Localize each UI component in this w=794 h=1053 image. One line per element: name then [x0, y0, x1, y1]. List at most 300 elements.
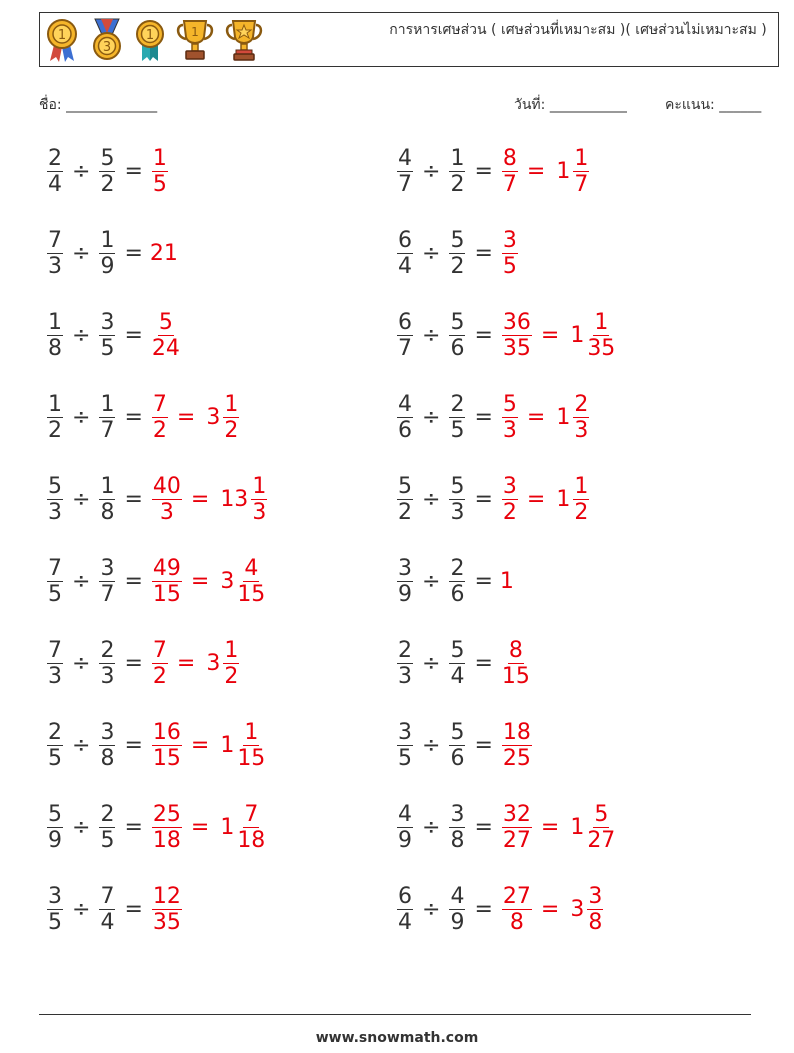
divisor-fraction-numerator: 3: [100, 309, 115, 335]
divisor-fraction-numerator: 1: [100, 227, 115, 253]
answer-fraction-numerator: 8: [508, 637, 523, 663]
mixed-fraction: [587, 884, 603, 935]
problem-17: [45, 797, 267, 857]
mixed-fraction-denominator: 15: [237, 581, 266, 607]
divisor-fraction-denominator: 9: [100, 253, 115, 279]
problem-9: [45, 469, 269, 529]
divide-sign: ÷: [72, 486, 91, 512]
divide-sign: ÷: [422, 732, 441, 758]
date-field: วันที่: ___________: [514, 97, 627, 113]
divisor-fraction: [449, 228, 465, 279]
dividend-fraction: [397, 720, 413, 771]
mixed-whole: 1: [570, 814, 585, 840]
divisor-fraction-denominator: 5: [100, 335, 115, 361]
answer-fraction-numerator: 12: [152, 883, 181, 909]
mixed-whole: 1: [570, 322, 585, 348]
answer-fraction: [152, 146, 168, 197]
mixed-fraction: [573, 474, 589, 525]
dividend-fraction-denominator: 4: [48, 171, 62, 197]
divisor-fraction-numerator: 5: [450, 637, 465, 663]
answer-fraction: [152, 884, 182, 935]
divide-sign: ÷: [422, 896, 441, 922]
divisor-fraction-denominator: 2: [450, 253, 465, 279]
divisor-fraction-denominator: 8: [100, 745, 115, 771]
divisor-fraction-denominator: 4: [100, 909, 115, 935]
answer-fraction-numerator: 40: [152, 473, 181, 499]
answer-fraction-denominator: 2: [502, 499, 517, 525]
divisor-fraction: [99, 392, 115, 443]
answer-fraction-numerator: 5: [502, 391, 517, 417]
mixed-whole: 3: [206, 404, 221, 430]
divisor-fraction: [449, 556, 465, 607]
divisor-fraction-denominator: 7: [100, 417, 115, 443]
divisor-fraction-denominator: 5: [450, 417, 465, 443]
answer-fraction-numerator: 36: [502, 309, 531, 335]
mixed-whole: 13: [220, 486, 249, 512]
name-field: ชื่อ: _____________: [39, 97, 158, 113]
answer-fraction-denominator: 35: [152, 909, 181, 935]
divisor-fraction: [449, 802, 465, 853]
svg-text:1: 1: [57, 28, 67, 43]
mixed-fraction-numerator: 2: [574, 391, 589, 417]
divisor-fraction-numerator: 2: [450, 555, 465, 581]
answer-fraction-numerator: 18: [502, 719, 531, 745]
equals-sign-answer: =: [540, 322, 560, 348]
mixed-fraction-numerator: 3: [588, 883, 603, 909]
equals-sign: =: [474, 158, 493, 184]
dividend-fraction-denominator: 9: [398, 827, 412, 853]
divisor-fraction-numerator: 3: [100, 719, 115, 745]
divisor-fraction: [99, 638, 115, 689]
divisor-fraction-numerator: 1: [100, 473, 115, 499]
equals-sign: =: [124, 322, 143, 348]
problem-20: [395, 879, 605, 939]
answer-fraction-numerator: 32: [502, 801, 531, 827]
answer-fraction: [502, 720, 532, 771]
mixed-fraction-numerator: 5: [594, 801, 609, 827]
divide-sign: ÷: [422, 814, 441, 840]
dividend-fraction: [397, 884, 413, 935]
answer-fraction-denominator: 8: [509, 909, 524, 935]
mixed-fraction: [587, 310, 615, 361]
answer-fraction: [152, 392, 168, 443]
answer-fraction-denominator: 24: [151, 335, 180, 361]
equals-sign: =: [124, 240, 143, 266]
equals-sign: =: [474, 568, 493, 594]
dividend-fraction-denominator: 3: [398, 663, 412, 689]
answer-fraction: [502, 392, 518, 443]
mixed-fraction-denominator: 18: [237, 827, 266, 853]
dividend-fraction-numerator: 5: [398, 473, 412, 499]
dividend-fraction-denominator: 3: [48, 663, 62, 689]
equals-sign-answer: =: [526, 158, 546, 184]
equals-sign: =: [124, 896, 143, 922]
dividend-fraction-denominator: 2: [48, 417, 62, 443]
answer-fraction: [502, 884, 532, 935]
mixed-fraction-denominator: 15: [237, 745, 266, 771]
mixed-fraction-denominator: 2: [224, 417, 239, 443]
divisor-fraction-numerator: 5: [450, 473, 465, 499]
answer-fraction-numerator: 7: [152, 637, 167, 663]
problem-3: [45, 223, 178, 283]
divide-sign: ÷: [72, 158, 91, 184]
answer-fraction: [502, 638, 530, 689]
divisor-fraction: [449, 474, 465, 525]
answer-fraction-numerator: 49: [152, 555, 181, 581]
equals-sign: =: [124, 404, 143, 430]
svg-text:3: 3: [102, 40, 112, 55]
dividend-fraction-numerator: 4: [398, 801, 412, 827]
dividend-fraction-numerator: 6: [398, 227, 412, 253]
answer-fraction: [152, 474, 182, 525]
mixed-fraction: [237, 720, 265, 771]
problem-1: [45, 141, 170, 201]
divisor-fraction: [99, 146, 115, 197]
dividend-fraction-numerator: 6: [398, 883, 412, 909]
dividend-fraction-numerator: 4: [398, 145, 412, 171]
equals-sign: =: [124, 732, 143, 758]
dividend-fraction-denominator: 9: [48, 827, 62, 853]
dividend-fraction-numerator: 3: [48, 883, 62, 909]
dividend-fraction: [47, 720, 63, 771]
answer-fraction-numerator: 1: [152, 145, 167, 171]
equals-sign: =: [474, 486, 493, 512]
mixed-whole: 1: [220, 814, 235, 840]
divisor-fraction-numerator: 1: [450, 145, 465, 171]
answer-fraction-denominator: 7: [502, 171, 517, 197]
divisor-fraction-denominator: 4: [450, 663, 465, 689]
problem-8: [395, 387, 591, 447]
divisor-fraction: [99, 802, 115, 853]
dividend-fraction-numerator: 5: [48, 801, 62, 827]
dividend-fraction: [47, 146, 63, 197]
mixed-whole: 3: [220, 568, 235, 594]
dividend-fraction: [47, 802, 63, 853]
answer-fraction-numerator: 27: [502, 883, 531, 909]
equals-sign-answer: =: [526, 404, 546, 430]
dividend-fraction: [397, 146, 413, 197]
answer-fraction-denominator: 2: [152, 417, 167, 443]
equals-sign: =: [124, 568, 143, 594]
dividend-fraction-denominator: 5: [398, 745, 412, 771]
divisor-fraction-denominator: 3: [450, 499, 465, 525]
divisor-fraction-denominator: 2: [450, 171, 465, 197]
divide-sign: ÷: [72, 240, 91, 266]
divisor-fraction-denominator: 5: [100, 827, 115, 853]
dividend-fraction-numerator: 6: [398, 309, 412, 335]
divisor-fraction: [449, 392, 465, 443]
mixed-fraction: [237, 556, 265, 607]
divide-sign: ÷: [422, 650, 441, 676]
answer-fraction: [152, 638, 168, 689]
answer-fraction: [152, 310, 180, 361]
answer-fraction-numerator: 3: [502, 473, 517, 499]
equals-sign: =: [474, 240, 493, 266]
mixed-fraction: [237, 802, 265, 853]
svg-text:1: 1: [191, 25, 199, 39]
answer-fraction-denominator: 3: [502, 417, 517, 443]
divisor-fraction: [449, 146, 465, 197]
divisor-fraction-numerator: 2: [100, 637, 115, 663]
dividend-fraction-denominator: 3: [48, 499, 62, 525]
divisor-fraction: [449, 720, 465, 771]
equals-sign-answer: =: [526, 486, 546, 512]
answer-integer: 21: [149, 240, 178, 266]
equals-sign: =: [124, 650, 143, 676]
divisor-fraction-denominator: 8: [450, 827, 465, 853]
footer-url: www.snowmath.com: [315, 1030, 479, 1046]
dividend-fraction-numerator: 7: [48, 555, 62, 581]
mixed-whole: 3: [570, 896, 585, 922]
mixed-fraction-numerator: 1: [224, 391, 239, 417]
divide-sign: ÷: [72, 322, 91, 348]
dividend-fraction: [397, 310, 413, 361]
answer-fraction: [502, 474, 518, 525]
dividend-fraction-denominator: 4: [398, 909, 412, 935]
divisor-fraction: [449, 884, 465, 935]
answer-fraction-numerator: 5: [158, 309, 173, 335]
dividend-fraction-denominator: 8: [48, 335, 62, 361]
divisor-fraction-numerator: 2: [450, 391, 465, 417]
divisor-fraction: [449, 638, 465, 689]
divide-sign: ÷: [72, 732, 91, 758]
answer-fraction-denominator: 15: [152, 581, 181, 607]
divisor-fraction-denominator: 6: [450, 581, 465, 607]
mixed-fraction: [573, 146, 589, 197]
dividend-fraction-denominator: 5: [48, 745, 62, 771]
problem-11: [45, 551, 267, 611]
dividend-fraction: [47, 392, 63, 443]
problem-13: [45, 633, 241, 693]
dividend-fraction-denominator: 2: [398, 499, 412, 525]
divisor-fraction: [99, 474, 115, 525]
mixed-fraction-numerator: 7: [244, 801, 259, 827]
divisor-fraction-numerator: 5: [100, 145, 115, 171]
mixed-fraction-numerator: 4: [244, 555, 259, 581]
divisor-fraction: [99, 720, 115, 771]
equals-sign-answer: =: [540, 896, 560, 922]
divisor-fraction-numerator: 7: [100, 883, 115, 909]
dividend-fraction-numerator: 7: [48, 227, 62, 253]
answer-fraction: [502, 310, 532, 361]
answer-fraction-denominator: 27: [502, 827, 531, 853]
dividend-fraction: [47, 310, 63, 361]
problem-18: [395, 797, 617, 857]
divisor-fraction: [99, 228, 115, 279]
equals-sign-answer: =: [190, 814, 210, 840]
problem-15: [45, 715, 267, 775]
answer-fraction: [152, 802, 182, 853]
dividend-fraction: [397, 802, 413, 853]
problem-2: [395, 141, 591, 201]
mixed-fraction-denominator: 3: [574, 417, 589, 443]
divisor-fraction-denominator: 3: [100, 663, 115, 689]
divide-sign: ÷: [72, 650, 91, 676]
mixed-fraction: [587, 802, 615, 853]
mixed-whole: 1: [220, 732, 235, 758]
dividend-fraction: [47, 638, 63, 689]
footer-divider: [39, 1014, 751, 1015]
dividend-fraction-numerator: 2: [48, 719, 62, 745]
equals-sign: =: [474, 404, 493, 430]
problem-16: [395, 715, 534, 775]
mixed-fraction-denominator: 35: [587, 335, 616, 361]
equals-sign: =: [124, 814, 143, 840]
problem-14: [395, 633, 532, 693]
divide-sign: ÷: [422, 322, 441, 348]
mixed-fraction-denominator: 8: [588, 909, 603, 935]
mixed-whole: 1: [556, 404, 571, 430]
mixed-fraction-denominator: 7: [574, 171, 589, 197]
equals-sign: =: [474, 732, 493, 758]
divide-sign: ÷: [422, 158, 441, 184]
divide-sign: ÷: [72, 814, 91, 840]
mixed-fraction-numerator: 1: [244, 719, 259, 745]
answer-fraction-denominator: 5: [152, 171, 167, 197]
mixed-fraction-denominator: 2: [574, 499, 589, 525]
equals-sign: =: [474, 650, 493, 676]
dividend-fraction: [47, 556, 63, 607]
divisor-fraction-numerator: 4: [450, 883, 465, 909]
dividend-fraction-numerator: 7: [48, 637, 62, 663]
divide-sign: ÷: [422, 404, 441, 430]
score-field: คะแนน: ______: [665, 97, 762, 113]
problem-7: [45, 387, 241, 447]
dividend-fraction-denominator: 5: [48, 581, 62, 607]
answer-fraction-numerator: 25: [152, 801, 181, 827]
equals-sign: =: [474, 896, 493, 922]
mixed-whole: 3: [206, 650, 221, 676]
divisor-fraction-denominator: 8: [100, 499, 115, 525]
divisor-fraction-denominator: 2: [100, 171, 115, 197]
dividend-fraction-numerator: 3: [398, 719, 412, 745]
equals-sign: =: [474, 814, 493, 840]
mixed-fraction-numerator: 1: [574, 473, 589, 499]
equals-sign: =: [124, 158, 143, 184]
answer-fraction-denominator: 2: [152, 663, 167, 689]
answer-fraction-numerator: 7: [152, 391, 167, 417]
problem-5: [45, 305, 182, 365]
divisor-fraction-numerator: 5: [450, 309, 465, 335]
divisor-fraction-numerator: 3: [100, 555, 115, 581]
divisor-fraction: [99, 310, 115, 361]
mixed-fraction: [251, 474, 267, 525]
problem-12: [395, 551, 514, 611]
divide-sign: ÷: [422, 568, 441, 594]
divide-sign: ÷: [72, 568, 91, 594]
divisor-fraction: [99, 884, 115, 935]
dividend-fraction-numerator: 5: [48, 473, 62, 499]
answer-fraction: [152, 720, 182, 771]
answer-fraction-denominator: 3: [159, 499, 174, 525]
divisor-fraction-denominator: 6: [450, 745, 465, 771]
divisor-fraction: [99, 556, 115, 607]
answer-fraction-denominator: 25: [502, 745, 531, 771]
mixed-fraction: [223, 638, 239, 689]
svg-text:1: 1: [145, 28, 155, 43]
divisor-fraction-numerator: 5: [450, 227, 465, 253]
dividend-fraction-numerator: 4: [398, 391, 412, 417]
mixed-whole: 1: [556, 158, 571, 184]
divisor-fraction-numerator: 5: [450, 719, 465, 745]
dividend-fraction-denominator: 4: [398, 253, 412, 279]
equals-sign-answer: =: [190, 486, 210, 512]
answer-fraction-numerator: 8: [502, 145, 517, 171]
dividend-fraction: [47, 228, 63, 279]
answer-fraction: [502, 146, 518, 197]
mixed-fraction-denominator: 27: [587, 827, 616, 853]
divide-sign: ÷: [422, 486, 441, 512]
equals-sign: =: [124, 486, 143, 512]
problem-6: [395, 305, 617, 365]
equals-sign-answer: =: [190, 732, 210, 758]
worksheet-title: การหารเศษส่วน ( เศษส่วนที่เหมาะสม )( เศษส่วนไม่เหมาะสม ): [389, 22, 767, 38]
divisor-fraction-numerator: 2: [100, 801, 115, 827]
answer-fraction-denominator: 35: [502, 335, 531, 361]
equals-sign-answer: =: [176, 650, 196, 676]
dividend-fraction-denominator: 7: [398, 335, 412, 361]
mixed-fraction-denominator: 2: [224, 663, 239, 689]
equals-sign-answer: =: [176, 404, 196, 430]
divisor-fraction-denominator: 6: [450, 335, 465, 361]
dividend-fraction: [397, 228, 413, 279]
divide-sign: ÷: [72, 896, 91, 922]
dividend-fraction-denominator: 3: [48, 253, 62, 279]
answer-fraction-numerator: 16: [152, 719, 181, 745]
mixed-fraction: [223, 392, 239, 443]
dividend-fraction-denominator: 9: [398, 581, 412, 607]
divisor-fraction-numerator: 1: [100, 391, 115, 417]
answer-fraction-denominator: 5: [502, 253, 517, 279]
problem-4: [395, 223, 520, 283]
answer-integer: 1: [499, 568, 514, 594]
answer-fraction-numerator: 3: [502, 227, 517, 253]
dividend-fraction-denominator: 5: [48, 909, 62, 935]
mixed-fraction-numerator: 1: [252, 473, 267, 499]
divisor-fraction-denominator: 7: [100, 581, 115, 607]
equals-sign-answer: =: [540, 814, 560, 840]
answer-fraction-denominator: 18: [152, 827, 181, 853]
mixed-whole: 1: [556, 486, 571, 512]
mixed-fraction-numerator: 1: [224, 637, 239, 663]
dividend-fraction-denominator: 6: [398, 417, 412, 443]
dividend-fraction: [397, 556, 413, 607]
divide-sign: ÷: [422, 240, 441, 266]
answer-fraction-denominator: 15: [501, 663, 530, 689]
dividend-fraction: [397, 638, 413, 689]
divisor-fraction-denominator: 9: [450, 909, 465, 935]
divide-sign: ÷: [72, 404, 91, 430]
divisor-fraction: [449, 310, 465, 361]
answer-fraction-denominator: 15: [152, 745, 181, 771]
dividend-fraction: [397, 474, 413, 525]
answer-fraction: [502, 228, 518, 279]
dividend-fraction: [47, 474, 63, 525]
mixed-fraction-numerator: 1: [594, 309, 609, 335]
dividend-fraction-numerator: 1: [48, 391, 62, 417]
answer-fraction: [502, 802, 532, 853]
mixed-fraction-denominator: 3: [252, 499, 267, 525]
equals-sign-answer: =: [190, 568, 210, 594]
mixed-fraction: [573, 392, 589, 443]
answer-fraction: [152, 556, 182, 607]
dividend-fraction-numerator: 1: [48, 309, 62, 335]
problem-10: [395, 469, 591, 529]
dividend-fraction-denominator: 7: [398, 171, 412, 197]
dividend-fraction-numerator: 3: [398, 555, 412, 581]
dividend-fraction-numerator: 2: [48, 145, 62, 171]
dividend-fraction: [47, 884, 63, 935]
